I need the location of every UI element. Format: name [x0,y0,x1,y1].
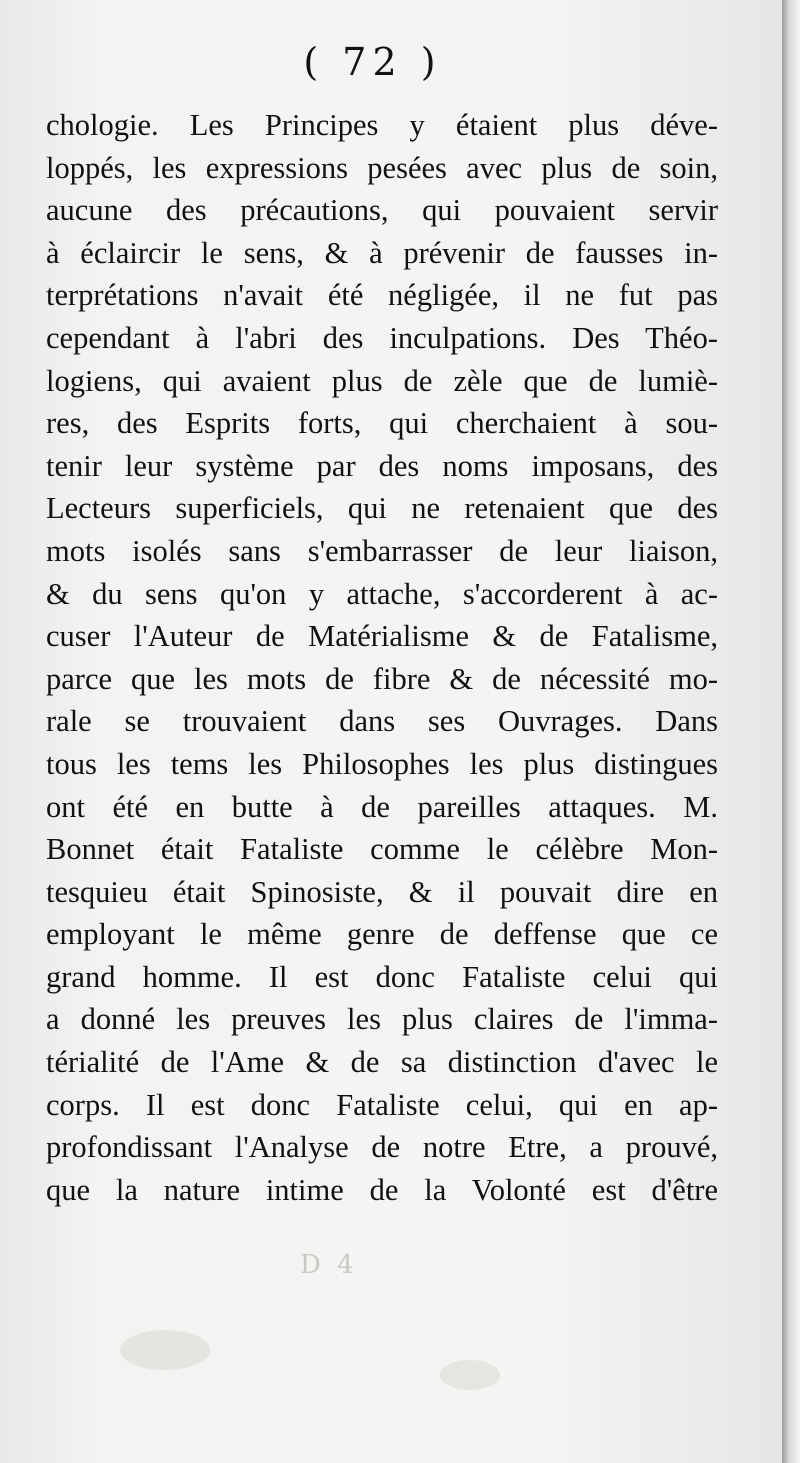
text-line: cuser l'Auteur de Matérialisme & de Fatalisme, [46,619,718,654]
text-line: tous les tems les Philosophes les plus distingues [46,746,718,781]
text-line: Lecteurs superficiels, qui ne retenaient que des [46,491,718,526]
text-line: Bonnet était Fataliste comme le célèbre Mon- [46,832,718,867]
text-line: rale se trouvaient dans ses Ouvrages. Dans [46,704,718,739]
text-line: que la nature intime de la Volonté est d'être [46,1172,718,1207]
text-line: mots isolés sans s'embarrasser de leur liaison, [46,533,718,568]
text-line: terprétations n'avait été négligée, il ne fut pas [46,278,718,313]
text-line: cependant à l'abri des inculpations. Des Théo- [46,320,718,355]
text-line: grand homme. Il est donc Fataliste celui qui [46,959,718,994]
signature-mark: D 4 [300,1250,358,1280]
text-line: ont été en butte à de pareilles attaques. M. [46,789,718,824]
text-line: parce que les mots de fibre & de nécessité mo- [46,661,718,696]
text-line: res, des Esprits forts, qui cherchaient à sou- [46,406,718,441]
text-line: a donné les preuves les plus claires de l'imma- [46,1002,718,1037]
text-line: & du sens qu'on y attache, s'accorderent à ac- [46,576,718,611]
paper-smudge [120,1330,210,1370]
book-spine-shadow [782,0,800,1463]
text-line: aucune des précautions, qui pouvaient servir [46,193,718,228]
text-line: térialité de l'Ame & de sa distinction d'avec le [46,1045,718,1080]
paper-smudge [440,1360,500,1390]
text-line: tenir leur système par des noms imposans, des [46,448,718,483]
text-line: employant le même genre de deffense que ce [46,917,718,952]
text-line: tesquieu était Spinosiste, & il pouvait dire en [46,874,718,909]
text-line: profondissant l'Analyse de notre Etre, a prouvé, [46,1130,718,1165]
text-line: à éclaircir le sens, & à prévenir de fausses in- [46,235,718,270]
page-body-text [46,104,718,1211]
text-line: chologie. Les Principes y étaient plus déve- [46,108,718,142]
text-line: logiens, qui avaient plus de zèle que de lumiè- [46,363,718,398]
text-line: loppés, les expressions pesées avec plus de soin, [46,150,718,185]
text-line: corps. Il est donc Fataliste celui, qui en ap- [46,1087,718,1122]
page-number: ( 72 ) [303,40,442,84]
